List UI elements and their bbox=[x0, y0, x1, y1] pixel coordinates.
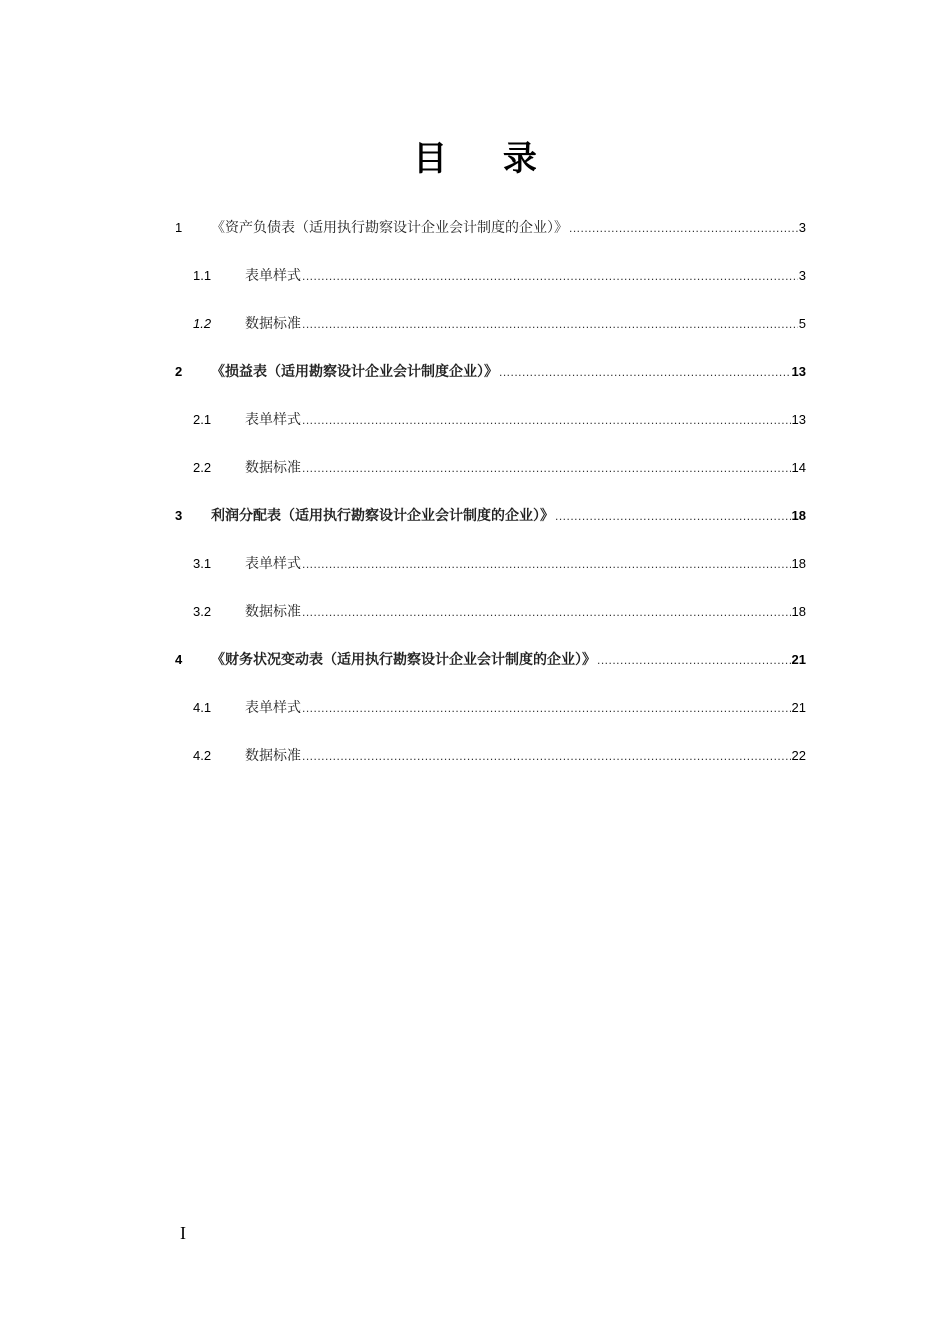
toc-entry-3-1[interactable] bbox=[175, 540, 806, 588]
toc-number: 4.1 bbox=[193, 700, 212, 715]
toc-title: 《资产负债表（适用执行勘察设计企业会计制度的企业）》 bbox=[211, 220, 568, 236]
toc-number: 4.2 bbox=[193, 748, 212, 763]
toc-title: 利润分配表（适用执行勘察设计企业会计制度的企业）》 bbox=[211, 508, 554, 524]
toc-title: 表单样式 bbox=[245, 412, 301, 428]
toc-entry-2[interactable] bbox=[175, 348, 806, 396]
toc-number: 2.2 bbox=[193, 460, 212, 475]
toc-leader bbox=[302, 266, 798, 286]
toc-entry-2-1[interactable] bbox=[175, 396, 806, 444]
toc-entry-1-1[interactable] bbox=[175, 252, 806, 300]
toc-entry-4-1[interactable] bbox=[175, 684, 806, 732]
toc-title: 《损益表（适用勘察设计企业会计制度企业）》 bbox=[211, 364, 498, 380]
toc-number: 3.1 bbox=[193, 556, 212, 571]
toc-page-number: 18 bbox=[791, 604, 806, 619]
toc-entry-4-2[interactable] bbox=[175, 732, 806, 780]
toc-entry-2-2[interactable] bbox=[175, 444, 806, 492]
toc-page-number: 13 bbox=[791, 412, 806, 427]
toc-entry-3-2[interactable] bbox=[175, 588, 806, 636]
toc-entry-1[interactable] bbox=[175, 204, 806, 252]
toc-page-number: 3 bbox=[798, 220, 806, 235]
footer-page-number: I bbox=[180, 1223, 186, 1243]
toc-entry-3[interactable] bbox=[175, 492, 806, 540]
toc-number: 2 bbox=[175, 364, 183, 379]
toc-leader bbox=[302, 410, 791, 430]
toc-number: 1.2 bbox=[193, 316, 212, 331]
toc-title: 数据标准 bbox=[245, 604, 301, 620]
toc-number: 2.1 bbox=[193, 412, 212, 427]
toc-title: 表单样式 bbox=[245, 700, 301, 716]
toc-title: 数据标准 bbox=[245, 748, 301, 764]
toc-number: 3.2 bbox=[193, 604, 212, 619]
page-title: 目 录 bbox=[413, 139, 559, 179]
toc-leader bbox=[302, 458, 791, 478]
toc-page-number: 22 bbox=[791, 748, 806, 763]
toc-number: 1 bbox=[175, 220, 183, 235]
toc-number: 1.1 bbox=[193, 268, 212, 283]
toc-page-number: 18 bbox=[791, 508, 806, 523]
toc-number: 3 bbox=[175, 508, 183, 523]
toc-page-number: 21 bbox=[791, 700, 806, 715]
toc-page-number: 3 bbox=[798, 268, 806, 283]
table-of-contents bbox=[175, 204, 806, 780]
toc-page-number: 18 bbox=[791, 556, 806, 571]
toc-title: 《财务状况变动表（适用执行勘察设计企业会计制度的企业）》 bbox=[211, 652, 596, 668]
toc-leader bbox=[302, 314, 798, 334]
toc-page-number: 5 bbox=[798, 316, 806, 331]
toc-leader bbox=[302, 554, 791, 574]
toc-title: 数据标准 bbox=[245, 460, 301, 476]
toc-title: 数据标准 bbox=[245, 316, 301, 332]
toc-page-number: 21 bbox=[791, 652, 806, 667]
toc-entry-1-2[interactable] bbox=[175, 300, 806, 348]
toc-page-number: 14 bbox=[791, 460, 806, 475]
toc-leader bbox=[555, 506, 791, 526]
toc-leader bbox=[499, 362, 791, 382]
toc-leader bbox=[302, 746, 791, 766]
toc-leader bbox=[569, 218, 798, 238]
toc-title: 表单样式 bbox=[245, 556, 301, 572]
toc-number: 4 bbox=[175, 652, 183, 667]
toc-leader bbox=[302, 698, 791, 718]
toc-title: 表单样式 bbox=[245, 268, 301, 284]
toc-page-number: 13 bbox=[791, 364, 806, 379]
toc-leader bbox=[302, 602, 791, 622]
toc-leader bbox=[597, 650, 791, 670]
toc-entry-4[interactable] bbox=[175, 636, 806, 684]
